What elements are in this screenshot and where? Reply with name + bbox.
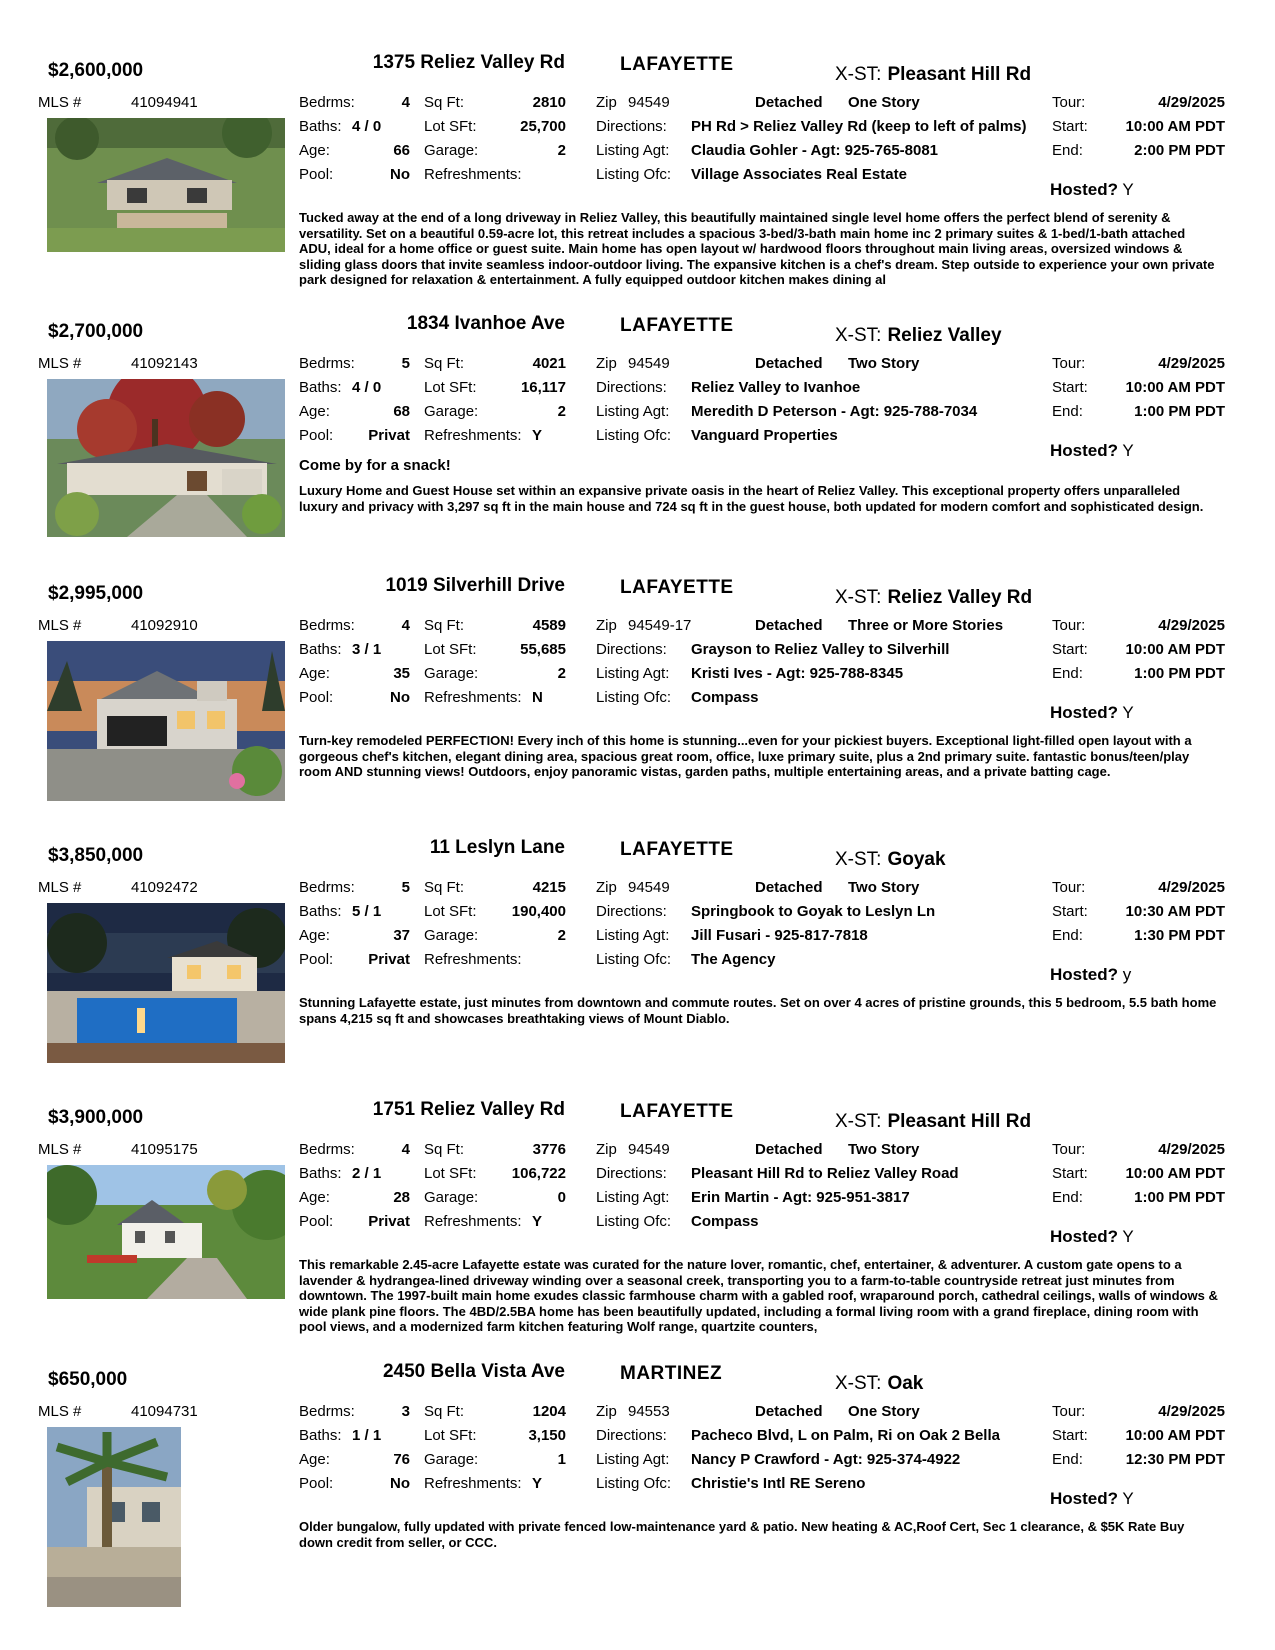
start-time: 10:30 AM PDT	[1125, 903, 1225, 920]
refreshments-label: Refreshments:	[424, 689, 522, 706]
tour-label: Tour:	[1052, 355, 1086, 372]
mls-number: 41092472	[131, 879, 198, 896]
xst-value: Reliez Valley	[887, 325, 1002, 346]
tour-label: Tour:	[1052, 1141, 1086, 1158]
pool-label: Pool:	[299, 1213, 334, 1230]
start-label: Start:	[1052, 641, 1088, 658]
zip-label: Zip	[596, 94, 617, 111]
start-label: Start:	[1052, 1427, 1088, 1444]
listing-office-value: Village Associates Real Estate	[691, 166, 907, 183]
garage-value: 0	[557, 1189, 566, 1206]
zip-value: 94549-17	[628, 617, 692, 634]
start-time: 10:00 AM PDT	[1125, 1427, 1225, 1444]
sqft-value: 4021	[532, 355, 566, 372]
refreshments-value: Y	[532, 427, 543, 444]
hosted-indicator	[1050, 1489, 1134, 1509]
listing-card	[0, 1099, 1275, 1355]
start-time: 10:00 AM PDT	[1125, 1165, 1225, 1182]
mls-label: MLS #	[38, 879, 82, 896]
listing-office-value: Christie's Intl RE Sereno	[691, 1475, 866, 1492]
listing-city: LAFAYETTE	[620, 1101, 734, 1122]
pool-value: Privat	[368, 951, 410, 968]
bedrooms-value: 4	[401, 617, 410, 634]
garage-label: Garage:	[424, 142, 479, 159]
mls-label: MLS #	[38, 94, 82, 111]
refreshments-label: Refreshments:	[424, 166, 522, 183]
listing-agent-label: Listing Agt:	[596, 1451, 670, 1468]
sqft-value: 4215	[532, 879, 566, 896]
end-time: 1:00 PM PDT	[1134, 1189, 1225, 1206]
directions-value: PH Rd > Reliez Valley Rd (keep to left of palms)	[691, 118, 1027, 135]
baths-value: 3 / 1	[352, 641, 382, 658]
listing-card	[0, 1361, 1275, 1617]
listing-agent-value: Jill Fusari - 925-817-7818	[691, 927, 868, 944]
age-label: Age:	[299, 142, 330, 159]
hosted-value: Y	[1122, 180, 1134, 199]
lot-value: 16,117	[520, 379, 566, 396]
sqft-value: 1204	[532, 1403, 566, 1420]
pool-value: No	[390, 166, 410, 183]
baths-label: Baths:	[299, 1165, 342, 1182]
bedrooms-value: 5	[401, 879, 410, 896]
baths-value: 2 / 1	[352, 1165, 382, 1182]
zip-label: Zip	[596, 1141, 617, 1158]
listing-address: 1834 Ivanhoe Ave	[406, 313, 565, 334]
garage-label: Garage:	[424, 927, 479, 944]
lot-label: Lot SFt:	[424, 118, 477, 135]
start-time: 10:00 AM PDT	[1125, 379, 1225, 396]
hosted-value: Y	[1122, 703, 1134, 722]
sqft-label: Sq Ft:	[424, 1141, 465, 1158]
listing-price: $2,995,000	[48, 583, 144, 604]
sqft-label: Sq Ft:	[424, 1403, 465, 1420]
directions-value: Grayson to Reliez Valley to Silverhill	[691, 641, 950, 658]
property-photo	[47, 379, 285, 537]
cross-street	[835, 64, 1031, 86]
listing-address: 1019 Silverhill Drive	[385, 575, 565, 596]
pool-label: Pool:	[299, 689, 334, 706]
listing-address: 1375 Reliez Valley Rd	[372, 52, 565, 73]
end-time: 2:00 PM PDT	[1134, 142, 1225, 159]
lot-label: Lot SFt:	[424, 903, 477, 920]
listing-office-value: Vanguard Properties	[691, 427, 838, 444]
listing-price: $650,000	[48, 1369, 128, 1390]
end-label: End:	[1052, 1451, 1083, 1468]
zip-label: Zip	[596, 617, 617, 634]
directions-label: Directions:	[596, 379, 667, 396]
bedrooms-label: Bedrms:	[299, 355, 355, 372]
property-stories: Three or More Stories	[848, 617, 1004, 634]
start-label: Start:	[1052, 903, 1088, 920]
sqft-label: Sq Ft:	[424, 355, 465, 372]
end-label: End:	[1052, 403, 1083, 420]
tour-date: 4/29/2025	[1158, 617, 1225, 634]
pool-value: Privat	[368, 427, 410, 444]
directions-value: Reliez Valley to Ivanhoe	[691, 379, 861, 396]
lot-value: 190,400	[511, 903, 566, 920]
bedrooms-label: Bedrms:	[299, 879, 355, 896]
listing-description: Turn-key remodeled PERFECTION! Every inch of this home is stunning...even for your pickiest buyers. Exceptional light-filled open layout with a gorgeous chef's kitchen, elegant dining area, spacious great room, office, luxe primary suite, plus a 2nd primary suite. fantastic bonus/teen/play room AND stunning views! Outdoors, enjoy panoramic vistas, garden paths, multiple entertaining areas, and a private batting cage.	[299, 733, 1192, 780]
listing-price: $3,850,000	[48, 845, 144, 866]
baths-value: 4 / 0	[352, 118, 382, 135]
lot-label: Lot SFt:	[424, 379, 477, 396]
end-time: 1:30 PM PDT	[1134, 927, 1225, 944]
zip-value: 94549	[628, 879, 670, 896]
listing-city: LAFAYETTE	[620, 839, 734, 860]
listing-agent-label: Listing Agt:	[596, 1189, 670, 1206]
age-value: 68	[393, 403, 410, 420]
listing-office-value: Compass	[691, 689, 759, 706]
end-label: End:	[1052, 927, 1083, 944]
listing-city: LAFAYETTE	[620, 577, 734, 598]
garage-value: 2	[557, 927, 566, 944]
garage-label: Garage:	[424, 403, 479, 420]
age-value: 37	[393, 927, 410, 944]
xst-label: X-ST:	[835, 1373, 882, 1394]
property-stories: Two Story	[848, 1141, 920, 1158]
directions-label: Directions:	[596, 1427, 667, 1444]
listing-agent-label: Listing Agt:	[596, 403, 670, 420]
directions-label: Directions:	[596, 903, 667, 920]
lot-value: 3,150	[528, 1427, 566, 1444]
listing-city: MARTINEZ	[620, 1363, 723, 1384]
listing-agent-value: Nancy P Crawford - Agt: 925-374-4922	[691, 1451, 961, 1468]
pool-value: No	[390, 1475, 410, 1492]
refreshments-label: Refreshments:	[424, 427, 522, 444]
sqft-value: 3776	[532, 1141, 566, 1158]
listing-office-label: Listing Ofc:	[596, 1475, 672, 1492]
property-type: Detached	[755, 879, 823, 896]
listing-description: Luxury Home and Guest House set within an expansive private oasis in the heart of Reliez Valley. This exceptional property offers unparalleled luxury and privacy with 3,297 sq ft in the main house and 724 sq ft in the guest house, both updated for modern comfort and sophisticated design.	[299, 483, 1204, 514]
listing-agent-value: Meredith D Peterson - Agt: 925-788-7034	[691, 403, 978, 420]
xst-label: X-ST:	[835, 849, 882, 870]
tour-date: 4/29/2025	[1158, 1141, 1225, 1158]
bedrooms-label: Bedrms:	[299, 617, 355, 634]
hosted-label: Hosted?	[1050, 703, 1118, 722]
hosted-value: Y	[1122, 441, 1134, 460]
lot-label: Lot SFt:	[424, 1427, 477, 1444]
cross-street	[835, 587, 1032, 609]
end-label: End:	[1052, 1189, 1083, 1206]
xst-value: Pleasant Hill Rd	[887, 1111, 1032, 1132]
cross-street	[835, 849, 946, 871]
refreshments-label: Refreshments:	[424, 1475, 522, 1492]
garage-label: Garage:	[424, 665, 479, 682]
garage-value: 1	[557, 1451, 566, 1468]
listing-office-value: Compass	[691, 1213, 759, 1230]
listing-price: $2,700,000	[48, 321, 144, 342]
listing-office-label: Listing Ofc:	[596, 951, 672, 968]
listing-description: Tucked away at the end of a long driveway in Reliez Valley, this beautifully maintained single level home offers the perfect blend of serenity & versatility. Set on a beautiful 0.59-acre lot, this retreat includes a spacious 3-bed/3-bath main home inc 2 primary suites & 1-bed/1-bath attached ADU, ideal for a home office or guest suite. Main home has open layout w/ hardwood floors throughout main living areas, oversized windows & sliding glass doors that invite seamless indoor-outdoor living. The expansive kitchen is a chef's dream. Step outside to experience your own private park designed for relaxation & entertainment. A fully equipped outdoor kitchen makes dining al	[299, 210, 1215, 288]
hosted-indicator	[1050, 180, 1134, 200]
directions-label: Directions:	[596, 118, 667, 135]
start-label: Start:	[1052, 379, 1088, 396]
xst-label: X-ST:	[835, 325, 882, 346]
age-value: 66	[393, 142, 410, 159]
mls-number: 41092910	[131, 617, 198, 634]
property-stories: One Story	[848, 94, 920, 111]
zip-value: 94553	[628, 1403, 670, 1420]
bedrooms-value: 4	[401, 94, 410, 111]
hosted-indicator	[1050, 965, 1131, 985]
listing-card	[0, 313, 1275, 569]
property-stories: Two Story	[848, 355, 920, 372]
baths-value: 1 / 1	[352, 1427, 382, 1444]
pool-label: Pool:	[299, 951, 334, 968]
listing-description: This remarkable 2.45-acre Lafayette estate was curated for the nature lover, romantic, chef, entertainer, & adventurer. A custom gate opens to a lavender & hydrangea-lined driveway winding over a seasonal creek, transporting you to a farm-to-table countryside retreat just minutes from downtown. The 1997-built main home exudes classic farmhouse charm with a gabled roof, wraparound porch, cathedral ceilings, walls of windows & wide plank pine floors. The 4BD/2.5BA home has been beautifully updated, including a formal living room with a grand fireplace, dining room with pool views, and a modernized farm kitchen featuring Wolf range, quartzite counters,	[299, 1257, 1218, 1335]
tour-label: Tour:	[1052, 617, 1086, 634]
xst-value: Goyak	[887, 849, 946, 870]
listing-office-label: Listing Ofc:	[596, 166, 672, 183]
lot-label: Lot SFt:	[424, 1165, 477, 1182]
refreshments-label: Refreshments:	[424, 951, 522, 968]
listing-address: 2450 Bella Vista Ave	[382, 1361, 565, 1382]
directions-value: Pacheco Blvd, L on Palm, Ri on Oak 2 Bella	[691, 1427, 1000, 1444]
sqft-label: Sq Ft:	[424, 94, 465, 111]
listing-agent-label: Listing Agt:	[596, 142, 670, 159]
baths-value: 5 / 1	[352, 903, 382, 920]
baths-label: Baths:	[299, 1427, 342, 1444]
hosted-label: Hosted?	[1050, 1227, 1118, 1246]
tour-label: Tour:	[1052, 879, 1086, 896]
tour-date: 4/29/2025	[1158, 94, 1225, 111]
mls-label: MLS #	[38, 1141, 82, 1158]
tour-date: 4/29/2025	[1158, 355, 1225, 372]
mls-label: MLS #	[38, 355, 82, 372]
baths-label: Baths:	[299, 118, 342, 135]
listing-office-label: Listing Ofc:	[596, 427, 672, 444]
sqft-value: 4589	[532, 617, 566, 634]
directions-value: Pleasant Hill Rd to Reliez Valley Road	[691, 1165, 959, 1182]
listing-office-label: Listing Ofc:	[596, 689, 672, 706]
pool-value: Privat	[368, 1213, 410, 1230]
directions-label: Directions:	[596, 641, 667, 658]
listing-description: Older bungalow, fully updated with private fenced low-maintenance yard & patio. New heating & AC,Roof Cert, Sec 1 clearance, & $5K Rate Buy down credit from seller, or CCC.	[299, 1519, 1185, 1550]
end-time: 1:00 PM PDT	[1134, 665, 1225, 682]
listing-agent-value: Erin Martin - Agt: 925-951-3817	[691, 1189, 910, 1206]
mls-label: MLS #	[38, 617, 82, 634]
listing-card	[0, 837, 1275, 1093]
sqft-label: Sq Ft:	[424, 617, 465, 634]
listing-city: LAFAYETTE	[620, 315, 734, 336]
hosted-indicator	[1050, 703, 1134, 723]
listing-agent-value: Claudia Gohler - Agt: 925-765-8081	[691, 142, 939, 159]
listing-card	[0, 575, 1275, 831]
property-type: Detached	[755, 1141, 823, 1158]
property-photo	[47, 1427, 181, 1607]
age-label: Age:	[299, 403, 330, 420]
bedrooms-label: Bedrms:	[299, 94, 355, 111]
mls-number: 41094731	[131, 1403, 198, 1420]
zip-label: Zip	[596, 355, 617, 372]
listing-price: $2,600,000	[48, 60, 144, 81]
cross-street	[835, 325, 1002, 347]
tour-date: 4/29/2025	[1158, 1403, 1225, 1420]
property-type: Detached	[755, 1403, 823, 1420]
bedrooms-value: 3	[401, 1403, 410, 1420]
xst-value: Oak	[887, 1373, 924, 1394]
end-label: End:	[1052, 665, 1083, 682]
lot-label: Lot SFt:	[424, 641, 477, 658]
pool-label: Pool:	[299, 427, 334, 444]
garage-label: Garage:	[424, 1189, 479, 1206]
hosted-label: Hosted?	[1050, 1489, 1118, 1508]
pool-label: Pool:	[299, 166, 334, 183]
start-label: Start:	[1052, 118, 1088, 135]
bedrooms-label: Bedrms:	[299, 1141, 355, 1158]
sqft-value: 2810	[532, 94, 566, 111]
mls-number: 41092143	[131, 355, 198, 372]
end-time: 12:30 PM PDT	[1125, 1451, 1225, 1468]
hosted-label: Hosted?	[1050, 180, 1118, 199]
garage-value: 2	[557, 403, 566, 420]
listing-price: $3,900,000	[48, 1107, 144, 1128]
zip-value: 94549	[628, 355, 670, 372]
end-label: End:	[1052, 142, 1083, 159]
pool-label: Pool:	[299, 1475, 334, 1492]
end-time: 1:00 PM PDT	[1134, 403, 1225, 420]
age-value: 35	[393, 665, 410, 682]
start-time: 10:00 AM PDT	[1125, 118, 1225, 135]
refreshments-value: Y	[532, 1475, 543, 1492]
bedrooms-value: 5	[401, 355, 410, 372]
sqft-label: Sq Ft:	[424, 879, 465, 896]
lot-value: 106,722	[511, 1165, 566, 1182]
lot-value: 55,685	[520, 641, 566, 658]
mls-label: MLS #	[38, 1403, 82, 1420]
property-photo	[47, 118, 285, 252]
listing-address: 1751 Reliez Valley Rd	[372, 1099, 565, 1120]
zip-label: Zip	[596, 1403, 617, 1420]
tour-label: Tour:	[1052, 1403, 1086, 1420]
property-stories: Two Story	[848, 879, 920, 896]
property-stories: One Story	[848, 1403, 920, 1420]
listing-city: LAFAYETTE	[620, 54, 734, 75]
lot-value: 25,700	[520, 118, 566, 135]
xst-label: X-ST:	[835, 64, 882, 85]
bedrooms-label: Bedrms:	[299, 1403, 355, 1420]
age-label: Age:	[299, 1189, 330, 1206]
baths-value: 4 / 0	[352, 379, 382, 396]
tour-date: 4/29/2025	[1158, 879, 1225, 896]
mls-number: 41095175	[131, 1141, 198, 1158]
directions-label: Directions:	[596, 1165, 667, 1182]
zip-value: 94549	[628, 1141, 670, 1158]
baths-label: Baths:	[299, 379, 342, 396]
mls-number: 41094941	[131, 94, 198, 111]
bedrooms-value: 4	[401, 1141, 410, 1158]
listing-agent-label: Listing Agt:	[596, 927, 670, 944]
tour-label: Tour:	[1052, 94, 1086, 111]
listing-description: Stunning Lafayette estate, just minutes from downtown and commute routes. Set on over 4 acres of pristine grounds, this 5 bedroom, 5.5 bath home spans 4,215 sq ft and showcases breathtaking views of Mount Diablo.	[299, 995, 1217, 1026]
property-type: Detached	[755, 355, 823, 372]
zip-value: 94549	[628, 94, 670, 111]
start-label: Start:	[1052, 1165, 1088, 1182]
garage-label: Garage:	[424, 1451, 479, 1468]
listing-agent-label: Listing Agt:	[596, 665, 670, 682]
age-label: Age:	[299, 665, 330, 682]
listing-address: 11 Leslyn Lane	[429, 837, 565, 858]
garage-value: 2	[557, 142, 566, 159]
refreshments-value: Y	[532, 1213, 543, 1230]
hosted-label: Hosted?	[1050, 441, 1118, 460]
hosted-value: y	[1122, 965, 1132, 984]
listing-note: Come by for a snack!	[299, 457, 451, 474]
property-type: Detached	[755, 617, 823, 634]
hosted-indicator	[1050, 1227, 1134, 1247]
age-label: Age:	[299, 927, 330, 944]
listing-office-value: The Agency	[691, 951, 776, 968]
xst-label: X-ST:	[835, 1111, 882, 1132]
baths-label: Baths:	[299, 641, 342, 658]
property-photo	[47, 641, 285, 801]
age-value: 76	[393, 1451, 410, 1468]
age-value: 28	[393, 1189, 410, 1206]
property-photo	[47, 903, 285, 1063]
baths-label: Baths:	[299, 903, 342, 920]
age-label: Age:	[299, 1451, 330, 1468]
property-type: Detached	[755, 94, 823, 111]
refreshments-label: Refreshments:	[424, 1213, 522, 1230]
cross-street	[835, 1373, 923, 1395]
cross-street	[835, 1111, 1031, 1133]
hosted-label: Hosted?	[1050, 965, 1118, 984]
xst-label: X-ST:	[835, 587, 882, 608]
xst-value: Reliez Valley Rd	[887, 587, 1033, 608]
hosted-value: Y	[1122, 1489, 1134, 1508]
garage-value: 2	[557, 665, 566, 682]
pool-value: No	[390, 689, 410, 706]
listing-agent-value: Kristi Ives - Agt: 925-788-8345	[691, 665, 904, 682]
xst-value: Pleasant Hill Rd	[887, 64, 1032, 85]
directions-value: Springbook to Goyak to Leslyn Ln	[691, 903, 936, 920]
listing-office-label: Listing Ofc:	[596, 1213, 672, 1230]
hosted-value: Y	[1122, 1227, 1134, 1246]
property-photo	[47, 1165, 285, 1299]
refreshments-value: N	[532, 689, 543, 706]
start-time: 10:00 AM PDT	[1125, 641, 1225, 658]
hosted-indicator	[1050, 441, 1134, 461]
listing-card	[0, 52, 1275, 308]
zip-label: Zip	[596, 879, 617, 896]
